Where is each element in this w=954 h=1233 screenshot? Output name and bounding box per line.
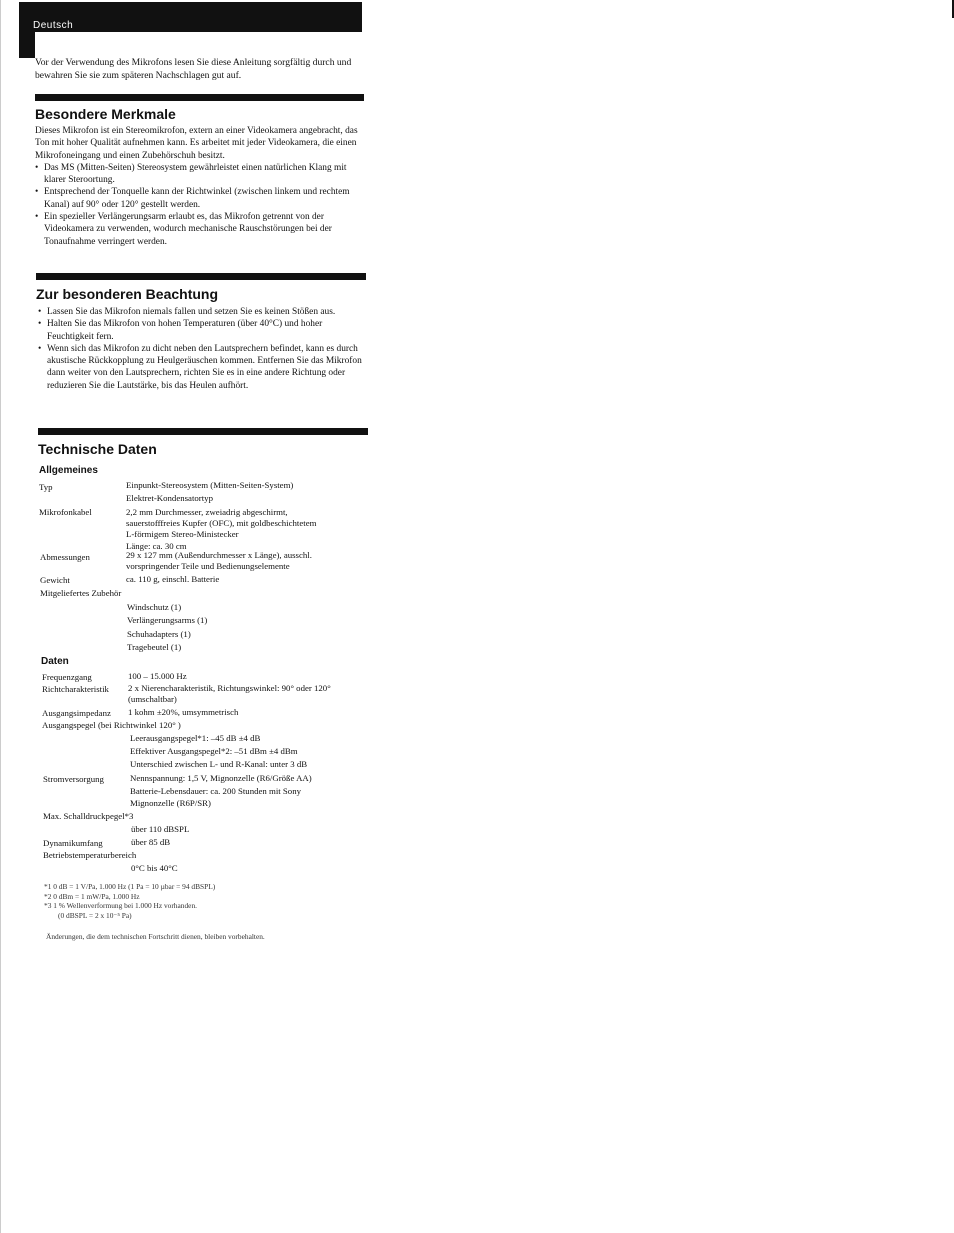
list-item: • Wenn sich das Mikrofon zu dicht neben den Lautsprechern befindet, kann es durch akustische Rückkopplung zu Heulgeräuschen kommen. Entfernen Sie das Mikrofon dann weiter von den Lautsprechern, richten Sie es in eine andere Richtung oder reduzieren Sie die Lautstärke, bis das Heulen aufhört. [38,343,368,392]
spec-label: Dynamikumfang [43,838,103,848]
change-notice: Änderungen, die dem technischen Fortschritt dienen, bleiben vorbehalten. [46,932,265,941]
footnote: *3 1 % Wellenverformung bei 1.000 Hz vorhanden. [44,901,197,910]
spec-value: ca. 110 g, einschl. Batterie [126,574,220,584]
spec-value-line: Unterschied zwischen L- und R-Kanal: unter 3 dB [130,759,308,769]
list-item: • Halten Sie das Mikrofon von hohen Temperaturen (über 40°C) und hoher Feuchtigkeit fern. [38,318,368,343]
precautions-body [38,306,368,392]
section-rule-features [35,94,364,101]
spec-value: über 110 dBSPL [131,824,190,834]
list-item: Tragebeutel (1) [127,641,182,652]
spec-value [126,507,316,552]
features-list [35,162,365,248]
footnote: *1 0 dB = 1 V/Pa, 1.000 Hz (1 Pa = 10 µbar = 94 dBSPL) [44,882,216,891]
footnote: (0 dBSPL = 2 x 10⁻⁵ Pa) [58,910,132,920]
footnotes [44,882,364,920]
spec-label: Mikrofonkabel [39,507,92,517]
spec-value-line: Mignonzelle (R6P/SR) [130,798,211,808]
language-header-tab [19,30,35,58]
spec-label: Ausgangspegel (bei Richtwinkel 120° ) [42,720,181,730]
specs-title: Technische Daten [38,441,157,457]
section-rule-specs [38,428,368,435]
spec-label: Abmessungen [40,552,90,562]
spec-value-line: sauerstofffreies Kupfer (OFC), mit goldbeschichtetem [126,518,317,529]
spec-value-line: 29 x 127 mm (Außendurchmesser x Länge), ausschl. [126,550,312,560]
footnote: *2 0 dBm = 1 mW/Pa, 1.000 Hz [44,891,140,901]
spec-label: Ausgangsimpedanz [42,708,111,718]
list-item: Windschutz (1) [127,602,182,612]
spec-value-line: 2,2 mm Durchmesser, zweiadrig abgeschirmt, [126,507,288,517]
precautions-title: Zur besonderen Beachtung [36,286,219,302]
spec-value-line: Einpunkt-Stereosystem (Mitten-Seiten-System) [126,480,294,490]
spec-value: 1 kohm ±20%, umsymmetrisch [128,707,239,717]
spec-value [128,683,331,705]
spec-label: Frequenzgang [42,672,92,682]
spec-value-line: (umschaltbar) [128,694,177,705]
spec-value [126,550,312,572]
spec-value-line: L-förmigem Stereo-Ministecker [126,529,239,540]
spec-value [130,772,312,810]
data-subtitle: Daten [41,656,69,667]
spec-label: Typ [39,482,53,492]
spec-label: Richtcharakteristik [42,684,109,694]
spec-value-line: Effektiver Ausgangspegel*2: –51 dBm ±4 dBm [130,746,298,756]
spec-value-line: Elektret-Kondensatortyp [126,493,213,504]
features-body [35,125,365,248]
spec-value: über 85 dB [131,837,171,847]
spec-label: Gewicht [40,575,70,585]
features-title: Besondere Merkmale [35,106,176,122]
spec-label: Mitgeliefertes Zubehör [40,588,122,598]
page-edge [0,0,1,1233]
general-subtitle: Allgemeines [39,465,98,476]
list-item: • Ein spezieller Verlängerungsarm erlaubt es, das Mikrofon getrennt von der Videokamera zu verwenden, wodurch mechanische Rauschstörungen bei der Tonaufnahme verringert werden. [35,211,365,248]
spec-value-line: Länge: ca. 30 cm [126,540,187,551]
spec-label: Max. Schalldruckpegel*3 [43,811,134,821]
spec-value-line: Leerausgangspegel*1: –45 dB ±4 dB [130,733,261,743]
spec-value-line: Batterie-Lebensdauer: ca. 200 Stunden mit Sony [130,785,302,796]
spec-label: Betriebstemperaturbereich [43,850,137,860]
list-item: • Lassen Sie das Mikrofon niemals fallen und setzen Sie es keinen Stößen aus. [38,306,368,318]
precautions-list [38,306,368,392]
list-item: Verlängerungsarms (1) [127,615,208,626]
spec-value-line: Nennspannung: 1,5 V, Mignonzelle (R6/Größe AA) [130,773,312,783]
spec-label: Stromversorgung [43,774,104,784]
list-item: Schuhadapters (1) [127,628,191,639]
spec-value [126,480,293,504]
spec-value-line: 2 x Nierencharakteristik, Richtungswinkel: 90° oder 120° [128,683,331,693]
intro-text: Vor der Verwendung des Mikrofons lesen Sie diese Anleitung sorgfältig durch und bewahren Sie sie zum späteren Nachschlagen gut auf. [35,57,352,81]
accessory-list [127,601,207,654]
language-label: Deutsch [33,20,74,31]
list-item: • Das MS (Mitten-Seiten) Stereosystem gewährleistet einen natürlichen Klang mit klarer Steroortung. [35,162,365,187]
section-rule-precautions [36,273,366,280]
list-item: • Entsprechend der Tonquelle kann der Richtwinkel (zwischen linkem und rechtem Kanal) auf 90° oder 120° gestellt werden. [35,186,365,211]
output-list [130,732,307,771]
features-text: Dieses Mikrofon ist ein Stereomikrofon, extern an einer Videokamera angebracht, das Ton mit hoher Qualität aufnehmen kann. Es arbeitet mit jeder Videokamera, die einen Mikrofoneingang und einen Zubehörschuh besitzt. [35,126,358,161]
spec-value: 0°C bis 40°C [131,863,178,873]
spec-value-line: vorspringender Teile und Bedienungselemente [126,561,290,572]
spec-value: 100 – 15.000 Hz [128,671,187,681]
